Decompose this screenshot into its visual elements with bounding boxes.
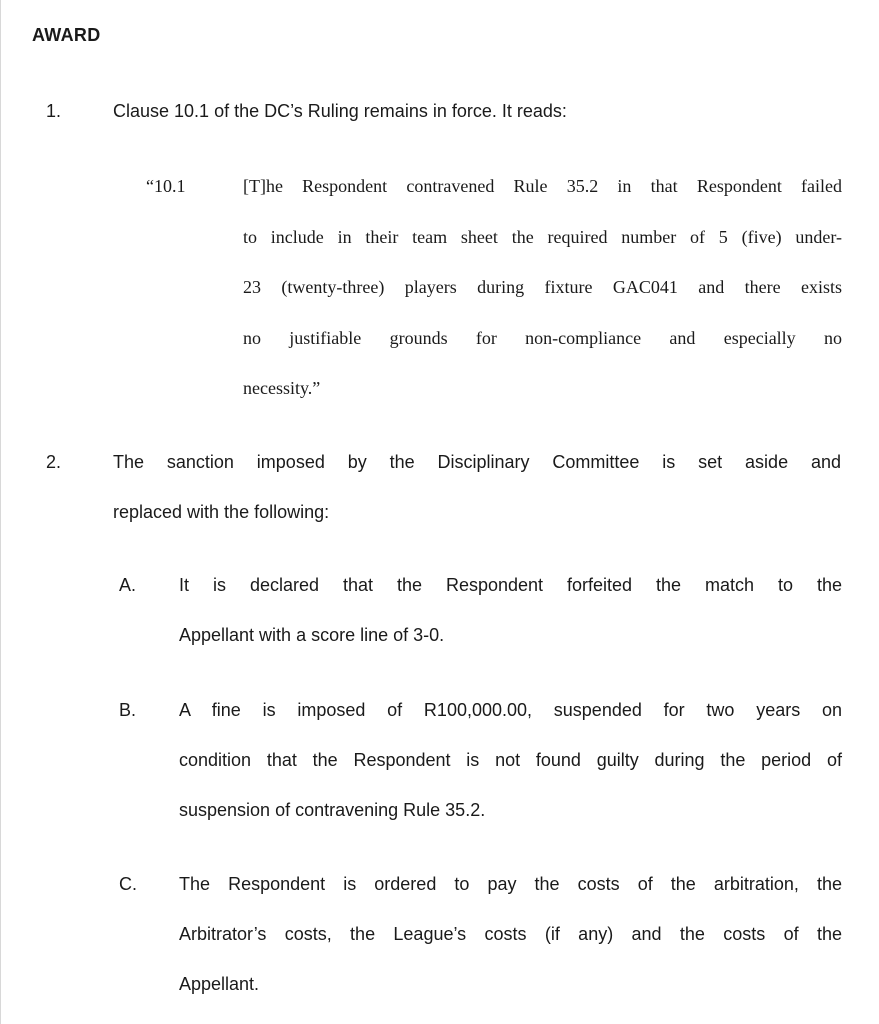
item-b-line: A fine is imposed of R100,000.00, suspended for two years on (179, 700, 842, 720)
quote-line: [T]he Respondent contravened Rule 35.2 in that Respondent failed (243, 176, 842, 196)
award-heading: AWARD (32, 25, 101, 45)
item-a-line: Appellant with a score line of 3-0. (179, 625, 445, 645)
item-a-text (179, 575, 842, 675)
paragraph-2-text (113, 452, 841, 552)
item-a-line: It is declared that the Respondent forfeited the match to the (179, 575, 842, 595)
page-edge (0, 0, 1, 1024)
item-b-letter: B. (119, 700, 137, 720)
paragraph-1-number: 1. (46, 101, 62, 121)
item-b-text (179, 700, 842, 850)
quote-clause-number: “10.1 (146, 176, 186, 196)
item-c-line: Appellant. (179, 974, 260, 994)
quote-line: no justifiable grounds for non-compliance and especially no (243, 327, 842, 348)
item-b-line: condition that the Respondent is not found guilty during the period of (179, 750, 842, 770)
quote-line: 23 (twenty-three) players during fixture GAC041 and there exists (243, 277, 842, 297)
item-c-letter: C. (119, 874, 137, 894)
item-c-line: The Respondent is ordered to pay the costs of the arbitration, the (179, 874, 842, 894)
quote-line: necessity.” (243, 378, 321, 398)
paragraph-1-text: Clause 10.1 of the DC’s Ruling remains in force. It reads: (113, 101, 567, 121)
item-c-line: Arbitrator’s costs, the League’s costs (if any) and the costs of the (179, 924, 842, 944)
paragraph-2-line: replaced with the following: (113, 502, 330, 522)
item-a-letter: A. (119, 575, 137, 595)
quote-block (243, 176, 842, 429)
item-b-line: suspension of contravening Rule 35.2. (179, 800, 486, 820)
item-c-text (179, 874, 842, 1024)
paragraph-2-number: 2. (46, 452, 62, 472)
paragraph-2-line: The sanction imposed by the Disciplinary Committee is set aside and (113, 452, 841, 472)
quote-line: to include in their team sheet the required number of 5 (five) under- (243, 226, 842, 247)
